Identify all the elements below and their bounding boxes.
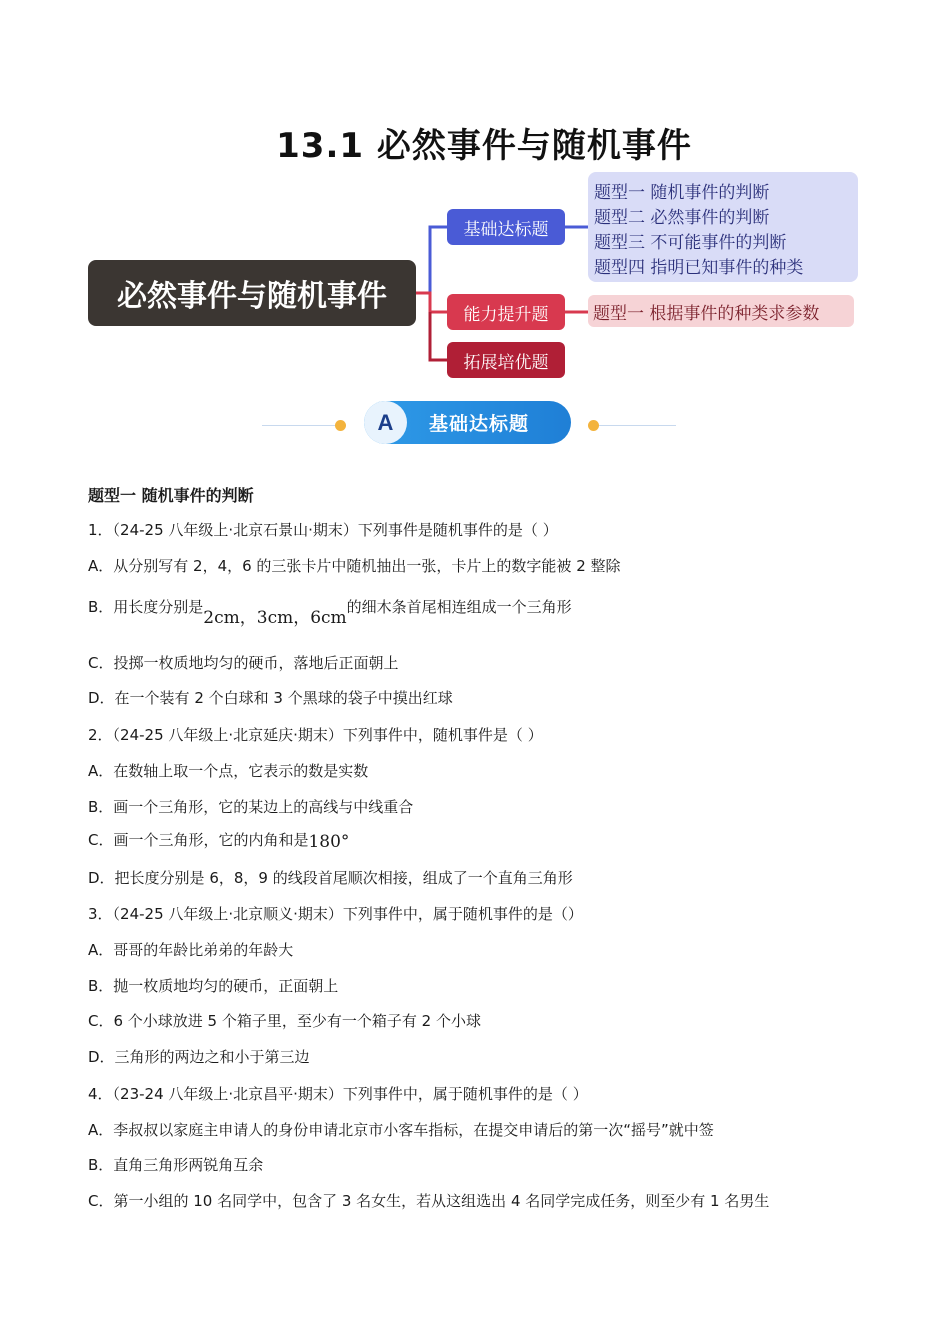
- page-title: 13.1 必然事件与随机事件: [276, 126, 692, 166]
- banner-right-line: [596, 425, 676, 426]
- q3-option-a: A．哥哥的年龄比弟弟的年龄大: [88, 941, 294, 959]
- q1-stem: 1．（24-25 八年级上·北京石景山·期末）下列事件是随机事件的是（ ）: [88, 521, 558, 539]
- q3-option-b: B．抛一枚质地均匀的硬币，正面朝上: [88, 977, 339, 995]
- banner-label: 基础达标题: [429, 413, 530, 435]
- mindmap-basic-item-3: 题型三 不可能事件的判断: [594, 233, 787, 253]
- section-banner: [364, 401, 571, 444]
- q4-option-b: B．直角三角形两锐角互余: [88, 1156, 264, 1174]
- q2-option-d: D．把长度分别是 6，8，9 的线段首尾顺次相接，组成了一个直角三角形: [88, 869, 573, 887]
- mindmap-branch-extension: 拓展培优题: [447, 342, 565, 378]
- q1-option-b-math: 2cm，3cm，6cm: [203, 608, 347, 628]
- mindmap-advanced-item-1: 题型一 根据事件的种类求参数: [588, 295, 854, 327]
- banner-letter: A: [364, 401, 407, 444]
- section-heading: 题型一 随机事件的判断: [88, 486, 254, 505]
- mindmap-basic-items: [588, 172, 858, 282]
- mindmap-branch-basic: 基础达标题: [447, 209, 565, 245]
- q1-option-c: C．投掷一枚质地均匀的硬币，落地后正面朝上: [88, 654, 399, 672]
- mindmap-root: 必然事件与随机事件: [88, 260, 416, 326]
- q3-option-c: C．6 个小球放进 5 个箱子里，至少有一个箱子有 2 个小球: [88, 1012, 481, 1030]
- q3-option-d: D．三角形的两边之和小于第三边: [88, 1048, 310, 1066]
- q2-option-c-prefix: C．画一个三角形，它的内角和是: [88, 831, 309, 849]
- q2-stem: 2．（24-25 八年级上·北京延庆·期末）下列事件中，随机事件是（ ）: [88, 726, 543, 744]
- q4-stem: 4．（23-24 八年级上·北京昌平·期末）下列事件中，属于随机事件的是（ ）: [88, 1085, 588, 1103]
- q2-option-c: [88, 829, 349, 850]
- banner-right-dot: [588, 420, 599, 431]
- mindmap-basic-item-4: 题型四 指明已知事件的种类: [594, 258, 804, 278]
- mindmap-branch-advanced: 能力提升题: [447, 294, 565, 330]
- mindmap-basic-item-2: 题型二 必然事件的判断: [594, 208, 770, 228]
- banner-left-line: [262, 425, 340, 426]
- q1-option-b-prefix: B．用长度分别是: [88, 598, 204, 616]
- mindmap-basic-item-1: 题型一 随机事件的判断: [594, 183, 770, 203]
- q2-option-a: A．在数轴上取一个点，它表示的数是实数: [88, 762, 369, 780]
- q1-option-d: D．在一个装有 2 个白球和 3 个黑球的袋子中摸出红球: [88, 689, 453, 707]
- q2-option-c-math: 180°: [308, 832, 350, 852]
- banner-left-dot: [335, 420, 346, 431]
- q4-option-c: C．第一小组的 10 名同学中，包含了 3 名女生，若从这组选出 4 名同学完成任务，则至少有 1 名男生: [88, 1192, 770, 1210]
- q4-option-a: A．李叔叔以家庭主申请人的身份申请北京市小客车指标，在提交申请后的第一次“摇号”就中签: [88, 1121, 714, 1139]
- q2-option-b: B．画一个三角形，它的某边上的高线与中线重合: [88, 798, 414, 816]
- q1-option-a: A．从分别写有 2，4，6 的三张卡片中随机抽出一张，卡片上的数字能被 2 整除: [88, 557, 621, 575]
- q1-option-b: [88, 592, 572, 628]
- q1-option-b-suffix: 的细木条首尾相连组成一个三角形: [346, 598, 572, 616]
- q3-stem: 3．（24-25 八年级上·北京顺义·期末）下列事件中，属于随机事件的是（）: [88, 905, 583, 923]
